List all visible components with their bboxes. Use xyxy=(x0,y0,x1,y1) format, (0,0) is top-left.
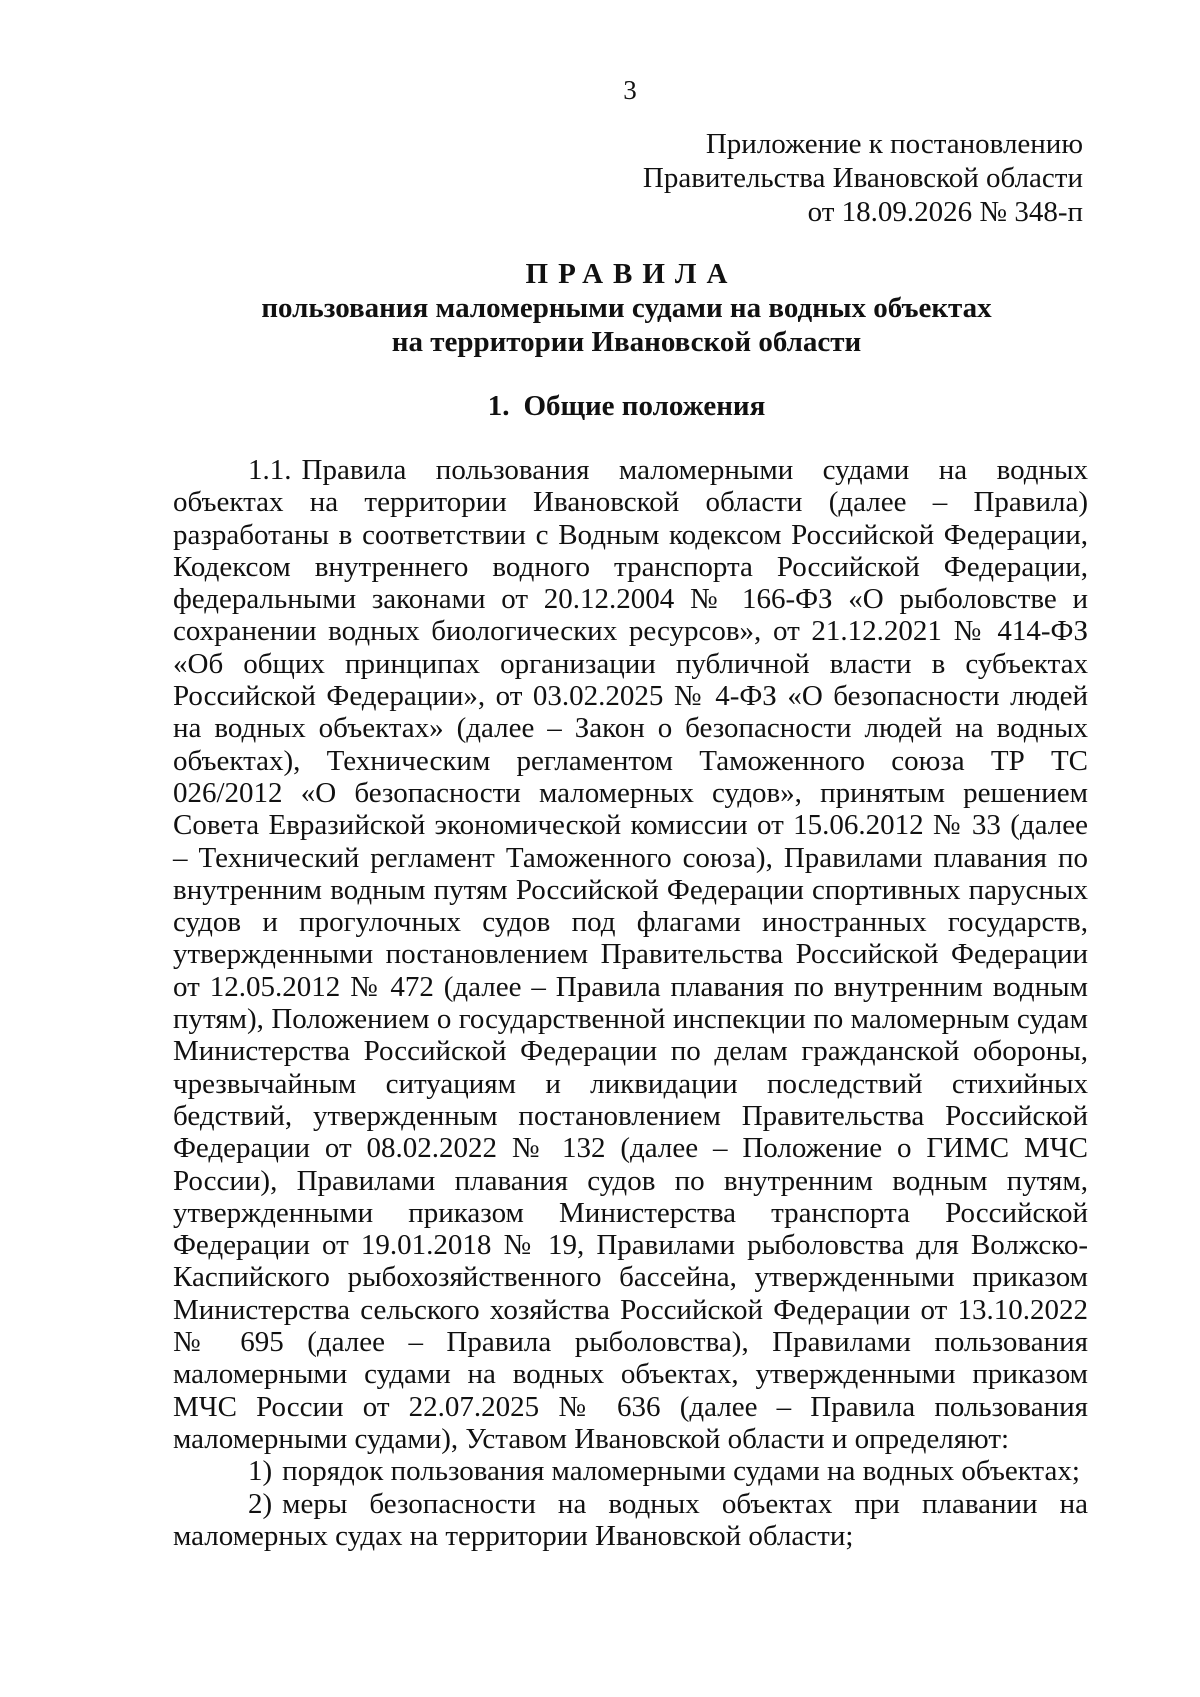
appendix-line-2: Правительства Ивановской области xyxy=(642,162,1083,194)
paragraph-number: 1.1. xyxy=(248,454,292,486)
page-number: 3 xyxy=(623,75,637,105)
appendix-header xyxy=(483,127,1083,229)
list-item-number: 1) xyxy=(248,1455,273,1488)
paragraph-text: Правила пользования маломерными судами на водных объектах на территории Ивановской области (далее – Правила) разработаны в соответствии с Водным кодексом Российской Федерации, Кодексом внутреннего водного транспорта Российской Федерации, федеральными законами от 20.12.2004 № 166-ФЗ «О рыболовстве и сохранении водных биологических ресурсов», от 21.12.2021 № 414-ФЗ «Об общих принципах организации публичной власти в субъектах Российской Федерации», от 03.02.2025 № 4-ФЗ «О безопасности людей на водных объектах» (далее – Закон о безопасности людей на водных объектах), Техническим регламентом Таможенного союза ТР ТС 026/2012 «О безопасности маломерных судов», принятым решением Совета Евразийской экономической комиссии от 15.06.2012 № 33 (далее – Технический регламент Таможенного союза), Правилами плавания по внутренним водным путям Российской Федерации спортивных парусных судов и прогулочных судов под флагами иностранных государств, утвержденными постановлением Правительства Российской Федерации от 12.05.2012 № 472 (далее – Правила плавания по внутренним водным путям), Положением о государственной инспекции по маломерным судам Министерства Российской Федерации по делам гражданской обороны, чрезвычайным ситуациям и ликвидации последствий стихийных бедствий, утвержденным постановлением Правительства Российской Федерации от 08.02.2022 № 132 (далее – Положение о ГИМС МЧС России), Правилами плавания судов по внутренним водным путям, утвержденными приказом Министерства транспорта Российской Федерации от 19.01.2018 № 19, Правилами рыболовства для Волжско-Каспийского рыбохозяйственного бассейна, утвержденными приказом Министерства сельского хозяйства Российской Федерации от 13.10.2022 № 695 (далее – Правила рыболовства), Правилами пользования маломерными судами на водных объектах, утвержденными приказом МЧС России от 22.07.2025 № 636 (далее – Правила пользования маломерными судами), Уставом Ивановской области и определяют: xyxy=(173,454,1088,1455)
list-item-text: меры безопасности на водных объектах при плавании на маломерных судах на территории Ивановской области; xyxy=(173,1487,1088,1552)
document-title: ПРАВИЛА xyxy=(525,258,738,290)
appendix-line-3: от 18.09.2026 № 348-п xyxy=(807,196,1083,228)
document-title-block xyxy=(170,257,1083,359)
list-item-1 xyxy=(173,1455,1088,1487)
list-item-text: порядок пользования маломерными судами на водных объектах; xyxy=(282,1455,1080,1488)
document-subtitle-line-2: на территории Ивановской области xyxy=(391,326,862,358)
list-item-2 xyxy=(173,1488,1088,1553)
section-number: 1. xyxy=(487,390,510,422)
section-heading xyxy=(170,389,1083,423)
document-body xyxy=(173,454,1088,1552)
section-title: Общие положения xyxy=(523,390,766,422)
paragraph-1-1 xyxy=(173,454,1088,1455)
appendix-line-1: Приложение к постановлению xyxy=(705,128,1083,160)
document-subtitle-line-1: пользования маломерными судами на водных объектах xyxy=(261,292,992,324)
list-item-number: 2) xyxy=(248,1487,273,1520)
